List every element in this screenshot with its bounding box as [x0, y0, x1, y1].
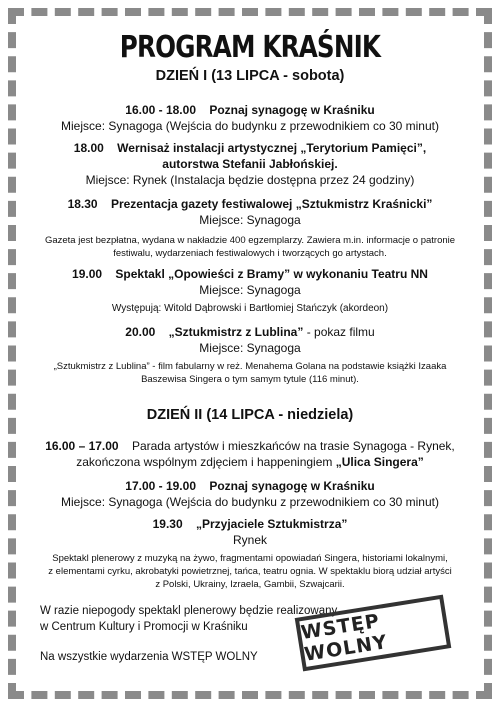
event-name: Wernisaż instalacji artystycznej „Terytorium Pamięci”,: [117, 141, 427, 155]
event-time: 18.30: [67, 197, 98, 211]
event-place: Miejsce: Synagoga: [199, 341, 301, 355]
footer-line: w Centrum Kultury i Promocji w Kraśniku: [40, 621, 248, 633]
event-place: Miejsce: Rynek (Instalacja będzie dostępna przez 24 godziny): [85, 173, 415, 187]
event-name: Poznaj synagogę w Kraśniku: [209, 479, 375, 493]
event-place: Rynek: [232, 533, 267, 547]
event-extra: - pokaz filmu: [306, 325, 375, 339]
separator: i: [244, 303, 247, 314]
event-time: 20.00: [125, 325, 156, 339]
note-line: z Polski, Ukrainy, Izraela, Gambii, Szwajcarii.: [155, 579, 345, 590]
event-note: [22, 234, 478, 260]
note-line: Baszewisa Singera o tym samym tytule (116 minut).: [141, 374, 359, 385]
event-desc: Parada artystów i mieszkańców na trasie Synagoga - Rynek,: [131, 439, 455, 453]
footer-free-entry: [40, 649, 258, 665]
event-friends-of-magician: [22, 516, 478, 548]
note-line: Spektakl plenerowy z muzyką na żywo, fragmentami opowiadań Singera, historiami lokalnymi,: [52, 553, 448, 564]
event-spectacle-nn: [22, 266, 478, 298]
performer: Bartłomiej Stańczyk: [249, 303, 337, 314]
event-time: 19.00: [72, 267, 103, 281]
performers-line: [22, 302, 478, 315]
note-line: Gazeta jest bezpłatna, wydana w nakładzie 400 egzemplarzy. Zawiera m.in. informacje o patronie: [44, 235, 456, 246]
page-title: PROGRAM KRAŚNIK: [119, 30, 381, 65]
event-note: [22, 552, 478, 591]
footer-line: Na wszystkie wydarzenia WSTĘP WOLNY: [40, 651, 258, 663]
event-highlight: „Ulica Singera”: [335, 455, 424, 469]
event-time: 16.00 - 18.00: [125, 103, 196, 117]
event-time: 17.00 - 19.00: [125, 479, 196, 493]
day2-heading: DZIEŃ II (14 LIPCA - niedziela): [146, 407, 354, 423]
note-line: z elementami cyrku, akrobatyki powietrznej, tańca, teatru ognia. W spektaklu biorą udział artyści: [48, 566, 452, 577]
event-name: „Przyjaciele Sztukmistrza”: [195, 517, 348, 531]
event-film: [22, 324, 478, 356]
event-place: Miejsce: Synagoga (Wejścia do budynku z przewodnikiem co 30 minut): [61, 119, 439, 133]
event-parade: [22, 438, 478, 470]
event-name-cont: autorstwa Stefanii Jabłońskiej.: [162, 157, 338, 171]
event-synagogue-tour-2: [22, 478, 478, 510]
day1-heading: DZIEŃ I (13 LIPCA - sobota): [155, 68, 345, 84]
event-name: „Sztukmistrz z Lublina”: [168, 325, 304, 339]
note-line: „Sztukmistrz z Lublina” - film fabularny w reż. Menahema Golana na podstawie książki Izaaka: [53, 361, 447, 372]
footer-line: W razie niepogody spektakl plenerowy będzie realizowany: [40, 605, 338, 617]
performers-prefix: Występują:: [111, 303, 162, 314]
footer-rain-note: [40, 603, 337, 635]
event-time: 16.00 – 17.00: [45, 439, 119, 453]
event-vernissage: [22, 140, 478, 188]
event-newspaper: [22, 196, 478, 228]
event-desc-cont: zakończona wspólnym zdjęciem i happeningiem: [76, 455, 333, 469]
event-name: Prezentacja gazety festiwalowej „Sztukmistrz Kraśnicki”: [110, 197, 433, 211]
event-place: Miejsce: Synagoga: [199, 283, 301, 297]
event-name: Spektakl „Opowieści z Bramy” w wykonaniu Teatru NN: [115, 267, 428, 281]
event-time: 18.00: [73, 141, 104, 155]
event-synagogue-tour-1: [22, 102, 478, 134]
performers-suffix: (akordeon): [339, 303, 389, 314]
performer: Witold Dąbrowski: [164, 303, 242, 314]
event-place: Miejsce: Synagoga: [199, 213, 301, 227]
stamp-text: WSTĘP WOLNY: [299, 609, 390, 666]
event-note: [22, 360, 478, 386]
event-time: 19.30: [152, 517, 183, 531]
event-place: Miejsce: Synagoga (Wejścia do budynku z przewodnikiem co 30 minut): [61, 495, 439, 509]
event-name: Poznaj synagogę w Kraśniku: [209, 103, 375, 117]
note-line: festiwalu, wydarzeniach festiwalowych i tworzących go artystach.: [113, 248, 387, 259]
